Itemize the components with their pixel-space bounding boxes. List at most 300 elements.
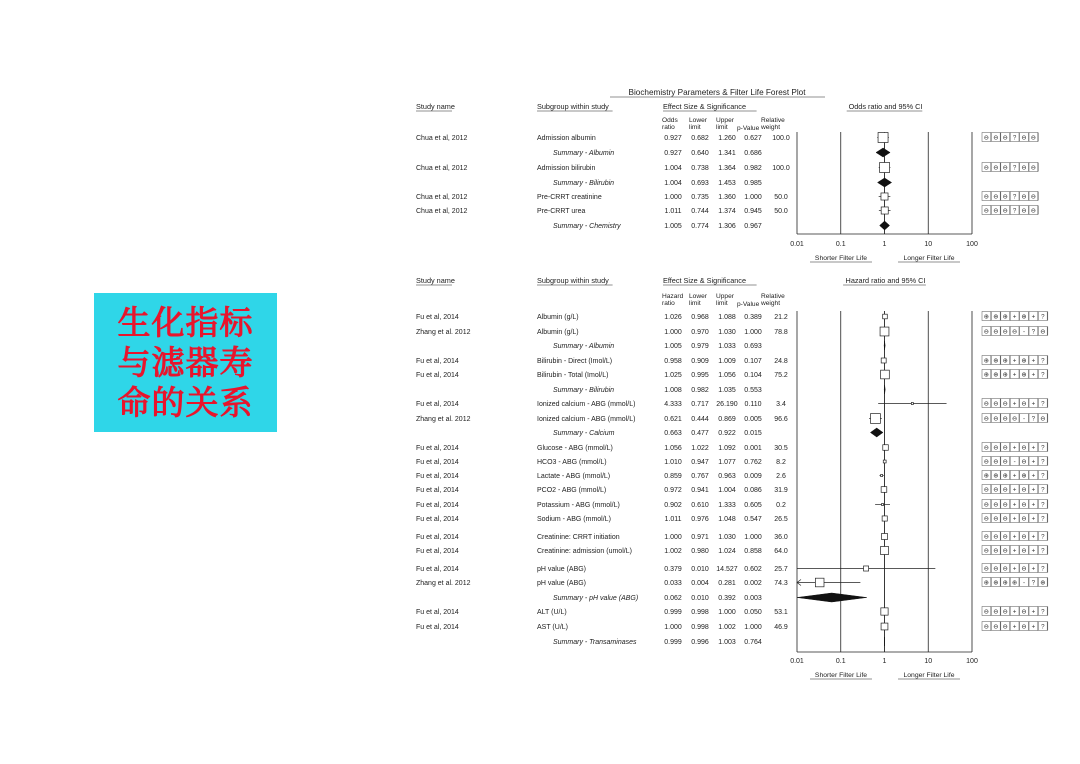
odds-quality-symbol: ?	[1012, 207, 1017, 215]
hazard-row-subgroup: Albumin (g/L)	[537, 329, 579, 336]
hazard-quality-symbol: ⊖	[1040, 328, 1046, 336]
odds-row-upper: 1.453	[718, 180, 736, 187]
hazard-quality-symbol: +	[1012, 313, 1017, 321]
hazard-row-subgroup: ALT (U/L)	[537, 609, 567, 616]
hazard-quality-symbol: ⊖	[1021, 486, 1027, 494]
hazard-row-subgroup: Creatinine: admission (umol/L)	[537, 548, 632, 555]
hazard-quality-symbol: +	[1012, 533, 1017, 541]
hazard-quality-symbol: +	[1031, 515, 1036, 523]
hazard-quality-symbol: ⊖	[983, 515, 989, 523]
hazard-quality-symbol: ⊖	[1002, 515, 1008, 523]
hazard-row-lower: 1.022	[691, 445, 709, 452]
odds-row-lower: 0.735	[691, 194, 709, 201]
odds-row-pvalue: 0.982	[744, 165, 762, 172]
odds-row-lower: 0.744	[691, 208, 709, 215]
hazard-row-lower: 0.610	[691, 502, 709, 509]
odds-row-lower: 0.738	[691, 165, 709, 172]
odds-col-header: Upper	[716, 117, 734, 124]
hazard-col-header: Relative	[761, 293, 785, 300]
odds-row-pvalue: 0.967	[744, 223, 762, 230]
odds-row-weight: 50.0	[774, 194, 788, 201]
odds-row-upper: 1.364	[718, 165, 736, 172]
hazard-row-subgroup: Ionized calcium - ABG (mmol/L)	[537, 416, 636, 423]
hazard-row-estimate: 1.005	[664, 343, 682, 350]
hazard-row-upper: 1.009	[718, 358, 736, 365]
hazard-row-weight: 53.1	[774, 609, 788, 616]
hazard-quality-symbol: ⊖	[1021, 547, 1027, 555]
hazard-quality-symbol: ⊕	[993, 472, 999, 480]
hazard-row-pvalue: 0.107	[744, 358, 762, 365]
hazard-row-study: Fu et al, 2014	[416, 534, 459, 541]
odds-quality-symbol: ⊖	[993, 193, 999, 201]
hazard-point-estimate	[864, 566, 869, 571]
hazard-quality-symbol: ⊕	[983, 579, 989, 587]
hazard-quality-symbol: ⊖	[1021, 501, 1027, 509]
hazard-quality-symbol: -	[1022, 579, 1026, 587]
hazard-quality-symbol: ⊕	[993, 371, 999, 379]
odds-row-upper: 1.374	[718, 208, 736, 215]
hazard-point-estimate	[882, 516, 887, 521]
hazard-point-estimate	[881, 370, 890, 379]
hazard-quality-symbol: +	[1031, 444, 1036, 452]
odds-row-subgroup: Summary - Chemistry	[553, 223, 621, 230]
hazard-quality-symbol: ⊖	[983, 565, 989, 573]
hazard-tick-label: 100	[966, 658, 978, 665]
hazard-row-pvalue: 1.000	[744, 329, 762, 336]
odds-tick-label: 100	[966, 241, 978, 248]
hazard-point-estimate	[883, 445, 889, 451]
hazard-row-upper: 1.024	[718, 548, 736, 555]
hazard-row-lower: 0.998	[691, 624, 709, 631]
hazard-quality-symbol: ⊖	[1021, 515, 1027, 523]
hazard-row-upper: 1.092	[718, 445, 736, 452]
hazard-quality-symbol: ⊖	[993, 415, 999, 423]
hazard-row-upper: 26.190	[716, 401, 738, 408]
hazard-quality-symbol: ⊕	[993, 579, 999, 587]
hazard-quality-symbol: ⊕	[983, 472, 989, 480]
hazard-row-pvalue: 0.015	[744, 430, 762, 437]
hazard-row-pvalue: 0.605	[744, 502, 762, 509]
hazard-quality-symbol: ⊖	[1002, 501, 1008, 509]
hazard-row-upper: 1.030	[718, 534, 736, 541]
hazard-quality-symbol: ⊖	[1002, 533, 1008, 541]
odds-row-pvalue: 0.686	[744, 150, 762, 157]
hazard-row-subgroup: Glucose - ABG (mmol/L)	[537, 445, 613, 452]
hazard-point-estimate	[881, 623, 888, 630]
hazard-quality-symbol: ⊖	[983, 458, 989, 466]
hazard-quality-symbol: +	[1031, 623, 1036, 631]
hazard-point-estimate	[883, 314, 888, 319]
odds-quality-symbol: ⊖	[993, 134, 999, 142]
hazard-quality-symbol: ⊖	[1021, 444, 1027, 452]
hazard-row-upper: 0.963	[718, 473, 736, 480]
hazard-row-weight: 74.3	[774, 580, 788, 587]
hazard-row-upper: 1.003	[718, 639, 736, 646]
hazard-row-pvalue: 0.858	[744, 548, 762, 555]
hazard-row-pvalue: 0.005	[744, 416, 762, 423]
hazard-quality-symbol: ⊖	[1002, 565, 1008, 573]
odds-row-lower: 0.774	[691, 223, 709, 230]
hazard-quality-symbol: +	[1012, 357, 1017, 365]
odds-row-subgroup: Admission bilirubin	[537, 165, 596, 172]
odds-footer-right: Longer Filter Life	[903, 255, 955, 262]
hazard-quality-symbol: ⊖	[993, 444, 999, 452]
hazard-quality-symbol: -	[1022, 328, 1026, 336]
hazard-row-subgroup: Lactate - ABG (mmol/L)	[537, 473, 611, 480]
hazard-row-estimate: 1.008	[664, 387, 682, 394]
hazard-point-estimate	[871, 414, 881, 424]
odds-quality-symbol: ⊖	[1002, 193, 1008, 201]
hazard-row-weight: 25.7	[774, 566, 788, 573]
hazard-quality-symbol: ⊕	[983, 357, 989, 365]
hazard-quality-symbol: ⊖	[993, 328, 999, 336]
odds-row-pvalue: 0.627	[744, 135, 762, 142]
hazard-point-estimate	[882, 504, 884, 506]
hazard-quality-symbol: +	[1012, 371, 1017, 379]
hazard-row-subgroup: pH value (ABG)	[537, 580, 587, 587]
odds-quality-symbol: ⊖	[1002, 207, 1008, 215]
hazard-row-lower: 0.996	[691, 639, 709, 646]
hazard-quality-symbol: +	[1031, 486, 1036, 494]
hazard-quality-symbol: ⊖	[1012, 415, 1018, 423]
odds-point-estimate	[880, 163, 890, 173]
odds-quality-symbol: ⊖	[993, 164, 999, 172]
hazard-row-lower: 0.010	[691, 566, 709, 573]
hazard-row-upper: 1.002	[718, 624, 736, 631]
hazard-row-estimate: 0.062	[664, 595, 682, 602]
odds-row-study: Chua et al, 2012	[416, 165, 468, 172]
odds-row-subgroup: Admission albumin	[537, 135, 596, 142]
hazard-point-estimate	[815, 578, 824, 587]
hazard-quality-symbol: ?	[1031, 579, 1036, 587]
hazard-row-study: Fu et al, 2014	[416, 502, 459, 509]
hazard-point-estimate	[911, 403, 913, 405]
hazard-row-lower: 0.717	[691, 401, 709, 408]
hazard-row-pvalue: 0.050	[744, 609, 762, 616]
hazard-quality-symbol: ⊖	[983, 400, 989, 408]
hazard-quality-symbol: ?	[1031, 328, 1036, 336]
odds-row-estimate: 1.004	[664, 165, 682, 172]
hazard-row-estimate: 4.333	[664, 401, 682, 408]
hazard-quality-symbol: ⊖	[983, 415, 989, 423]
odds-quality-symbol: ⊖	[1021, 193, 1027, 201]
chinese-label-line-3: 命的关系	[117, 382, 254, 422]
hazard-quality-symbol: ?	[1041, 623, 1045, 631]
hazard-quality-symbol: +	[1031, 565, 1036, 573]
hazard-quality-symbol: +	[1031, 313, 1036, 321]
hazard-quality-symbol: +	[1012, 547, 1017, 555]
hazard-row-subgroup: HCO3 - ABG (mmol/L)	[537, 459, 607, 466]
hazard-row-weight: 75.2	[774, 372, 788, 379]
odds-row-weight: 100.0	[772, 135, 790, 142]
hazard-quality-symbol: ⊕	[983, 371, 989, 379]
odds-row-estimate: 1.005	[664, 223, 682, 230]
hazard-row-pvalue: 0.003	[744, 595, 762, 602]
hazard-row-lower: 0.976	[691, 516, 709, 523]
hazard-row-weight: 0.2	[776, 502, 786, 509]
hazard-row-estimate: 1.011	[664, 516, 682, 523]
hazard-row-estimate: 0.663	[664, 430, 682, 437]
hazard-quality-symbol: ⊖	[993, 501, 999, 509]
hazard-row-study: Fu et al, 2014	[416, 548, 459, 555]
hazard-quality-symbol: ?	[1041, 565, 1045, 573]
hazard-row-upper: 1.088	[718, 314, 736, 321]
hazard-row-weight: 8.2	[776, 459, 786, 466]
hazard-quality-symbol: -	[1022, 415, 1026, 423]
hazard-row-estimate: 0.859	[664, 473, 682, 480]
hazard-subgroup-header: Subgroup within study	[537, 276, 609, 285]
hazard-col-header: Hazard	[662, 293, 684, 300]
odds-row-pvalue: 1.000	[744, 194, 762, 201]
hazard-quality-symbol: ⊖	[1021, 623, 1027, 631]
hazard-col-header: weight	[761, 300, 781, 307]
hazard-quality-symbol: ⊖	[1002, 444, 1008, 452]
hazard-row-upper: 0.281	[718, 580, 736, 587]
hazard-quality-symbol: ⊖	[1002, 458, 1008, 466]
odds-row-upper: 1.341	[718, 150, 736, 157]
odds-summary-diamond	[876, 148, 890, 157]
hazard-col-header: limit	[689, 300, 701, 307]
hazard-row-weight: 3.4	[776, 401, 786, 408]
hazard-row-pvalue: 0.002	[744, 580, 762, 587]
hazard-summary-diamond	[870, 428, 883, 437]
hazard-point-estimate	[881, 475, 883, 477]
hazard-row-subgroup: Summary - pH value (ABG)	[553, 595, 639, 602]
odds-summary-diamond	[878, 178, 892, 187]
hazard-row-weight: 24.8	[774, 358, 788, 365]
hazard-quality-symbol: +	[1031, 400, 1036, 408]
odds-row-study: Chua et al, 2012	[416, 208, 468, 215]
hazard-row-pvalue: 1.000	[744, 624, 762, 631]
hazard-quality-symbol: ?	[1041, 472, 1045, 480]
hazard-row-estimate: 1.026	[664, 314, 682, 321]
odds-row-subgroup: Summary - Albumin	[553, 150, 615, 157]
hazard-row-upper: 0.922	[718, 430, 736, 437]
hazard-quality-symbol: +	[1012, 608, 1017, 616]
hazard-quality-symbol: ⊕	[1002, 357, 1008, 365]
odds-row-subgroup: Summary - Bilirubin	[553, 180, 615, 187]
odds-row-pvalue: 0.985	[744, 180, 762, 187]
odds-col-header: ratio	[662, 124, 675, 131]
odds-quality-symbol: ?	[1012, 164, 1017, 172]
odds-tick-label: 1	[882, 241, 887, 248]
hazard-row-estimate: 0.902	[664, 502, 682, 509]
hazard-quality-symbol: ⊖	[1021, 608, 1027, 616]
hazard-quality-symbol: +	[1031, 501, 1036, 509]
odds-quality-symbol: ⊖	[1021, 164, 1027, 172]
hazard-quality-symbol: ?	[1041, 458, 1045, 466]
hazard-quality-symbol: ?	[1041, 371, 1045, 379]
hazard-row-estimate: 0.999	[664, 609, 682, 616]
hazard-row-estimate: 0.972	[664, 487, 682, 494]
odds-row-upper: 1.260	[718, 135, 736, 142]
hazard-quality-symbol: ⊕	[1002, 472, 1008, 480]
hazard-row-weight: 2.6	[776, 473, 786, 480]
hazard-quality-symbol: ⊖	[1002, 415, 1008, 423]
hazard-quality-symbol: ⊖	[983, 328, 989, 336]
odds-quality-symbol: ⊖	[1021, 134, 1027, 142]
odds-quality-symbol: ⊖	[1002, 164, 1008, 172]
hazard-row-weight: 78.8	[774, 329, 788, 336]
hazard-row-pvalue: 0.389	[744, 314, 762, 321]
hazard-row-estimate: 1.000	[664, 329, 682, 336]
hazard-col-header: Upper	[716, 293, 734, 300]
hazard-quality-symbol: +	[1012, 486, 1017, 494]
hazard-row-pvalue: 0.110	[744, 401, 762, 408]
hazard-row-pvalue: 0.547	[744, 516, 762, 523]
hazard-row-estimate: 0.958	[664, 358, 682, 365]
hazard-row-lower: 0.982	[691, 387, 709, 394]
hazard-row-weight: 96.6	[774, 416, 788, 423]
hazard-quality-symbol: ?	[1041, 533, 1045, 541]
hazard-point-estimate	[881, 487, 887, 493]
hazard-ci-header: Hazard ratio and 95% CI	[845, 276, 926, 285]
hazard-tick-label: 0.01	[790, 658, 804, 665]
odds-quality-symbol: ?	[1012, 134, 1017, 142]
odds-row-estimate: 0.927	[664, 150, 682, 157]
hazard-row-weight: 36.0	[774, 534, 788, 541]
hazard-point-estimate	[882, 534, 888, 540]
hazard-quality-symbol: ?	[1041, 547, 1045, 555]
hazard-quality-symbol: ⊖	[993, 486, 999, 494]
hazard-quality-symbol: ⊖	[1021, 533, 1027, 541]
hazard-quality-symbol: ⊕	[1002, 579, 1008, 587]
hazard-quality-symbol: ⊖	[983, 547, 989, 555]
hazard-quality-symbol: ⊕	[1021, 357, 1027, 365]
hazard-row-lower: 0.947	[691, 459, 709, 466]
hazard-row-upper: 14.527	[716, 566, 738, 573]
odds-point-estimate	[881, 193, 888, 200]
hazard-row-pvalue: 0.001	[744, 445, 762, 452]
hazard-col-header: limit	[716, 300, 728, 307]
hazard-row-upper: 1.077	[718, 459, 736, 466]
odds-quality-symbol: ⊖	[993, 207, 999, 215]
hazard-quality-symbol: ⊖	[983, 608, 989, 616]
hazard-row-lower: 0.767	[691, 473, 709, 480]
hazard-row-upper: 1.048	[718, 516, 736, 523]
odds-effect-header: Effect Size & Significance	[663, 102, 747, 111]
hazard-row-subgroup: Ionized calcium - ABG (mmol/L)	[537, 401, 636, 408]
odds-ci-header: Odds ratio and 95% CI	[848, 102, 923, 111]
hazard-tick-label: 0.1	[835, 658, 846, 665]
hazard-row-pvalue: 0.104	[744, 372, 762, 379]
hazard-row-study: Fu et al, 2014	[416, 609, 459, 616]
hazard-quality-symbol: ?	[1031, 415, 1036, 423]
hazard-quality-symbol: ⊖	[993, 565, 999, 573]
odds-quality-symbol: ⊖	[1030, 134, 1036, 142]
hazard-row-subgroup: Bilirubin - Total (Imol/L)	[537, 372, 609, 379]
hazard-quality-symbol: ⊖	[1002, 400, 1008, 408]
hazard-footer-left: Shorter Filter Life	[814, 672, 868, 679]
odds-quality-symbol: ⊖	[1030, 193, 1036, 201]
hazard-quality-symbol: ⊖	[993, 547, 999, 555]
hazard-row-subgroup: Bilirubin - Direct (Imol/L)	[537, 358, 613, 365]
hazard-quality-symbol: +	[1031, 472, 1036, 480]
hazard-quality-symbol: ?	[1041, 501, 1045, 509]
hazard-summary-diamond	[884, 385, 885, 394]
hazard-quality-symbol: +	[1031, 357, 1036, 365]
hazard-row-pvalue: 0.009	[744, 473, 762, 480]
hazard-row-estimate: 0.033	[664, 580, 682, 587]
odds-row-weight: 50.0	[774, 208, 788, 215]
odds-quality-symbol: ?	[1012, 193, 1017, 201]
hazard-row-lower: 0.980	[691, 548, 709, 555]
hazard-row-study: Fu et al, 2014	[416, 314, 459, 321]
odds-tick-label: 0.01	[790, 241, 804, 248]
hazard-row-lower: 0.979	[691, 343, 709, 350]
hazard-row-upper: 1.004	[718, 487, 736, 494]
hazard-quality-symbol: ⊖	[1021, 565, 1027, 573]
hazard-quality-symbol: ⊖	[1002, 486, 1008, 494]
hazard-quality-symbol: ?	[1041, 400, 1045, 408]
odds-point-estimate	[881, 207, 888, 214]
odds-study-header: Study name	[416, 102, 455, 111]
hazard-row-subgroup: Summary - Calcium	[553, 430, 615, 437]
odds-row-study: Chua et al, 2012	[416, 135, 468, 142]
hazard-quality-symbol: ⊖	[983, 533, 989, 541]
hazard-point-estimate	[880, 327, 889, 336]
hazard-row-weight: 31.9	[774, 487, 788, 494]
hazard-row-subgroup: Albumin (g/L)	[537, 314, 579, 321]
hazard-point-estimate	[883, 460, 886, 463]
hazard-point-estimate	[881, 608, 888, 615]
odds-row-estimate: 1.000	[664, 194, 682, 201]
hazard-row-pvalue: 0.693	[744, 343, 762, 350]
hazard-row-study: Fu et al, 2014	[416, 358, 459, 365]
hazard-row-upper: 0.869	[718, 416, 736, 423]
odds-row-estimate: 1.004	[664, 180, 682, 187]
hazard-study-header: Study name	[416, 276, 455, 285]
hazard-quality-symbol: -	[1013, 458, 1016, 466]
hazard-row-estimate: 0.621	[664, 416, 682, 423]
hazard-col-header: ratio	[662, 300, 675, 307]
hazard-point-estimate	[881, 358, 886, 363]
odds-quality-symbol: ⊖	[983, 193, 989, 201]
hazard-quality-symbol: ⊖	[993, 623, 999, 631]
hazard-row-weight: 46.9	[774, 624, 788, 631]
hazard-summary-diamond	[884, 341, 885, 350]
hazard-row-study: Zhang et al. 2012	[416, 580, 471, 587]
hazard-quality-symbol: ?	[1041, 313, 1045, 321]
hazard-row-lower: 0.995	[691, 372, 709, 379]
odds-row-estimate: 0.927	[664, 135, 682, 142]
hazard-row-study: Fu et al, 2014	[416, 445, 459, 452]
hazard-row-study: Fu et al, 2014	[416, 459, 459, 466]
hazard-row-study: Zhang et al. 2012	[416, 329, 471, 336]
odds-quality-symbol: ⊖	[1030, 164, 1036, 172]
hazard-quality-symbol: ⊖	[983, 486, 989, 494]
hazard-row-estimate: 1.000	[664, 534, 682, 541]
odds-row-upper: 1.360	[718, 194, 736, 201]
hazard-quality-symbol: ⊖	[1002, 547, 1008, 555]
odds-subgroup-header: Subgroup within study	[537, 102, 609, 111]
hazard-quality-symbol: ⊕	[1040, 579, 1046, 587]
hazard-quality-symbol: ⊖	[983, 501, 989, 509]
hazard-quality-symbol: ?	[1041, 515, 1045, 523]
odds-col-header: limit	[689, 124, 701, 131]
odds-row-subgroup: Pre-CRRT urea	[537, 208, 586, 215]
hazard-row-study: Fu et al, 2014	[416, 401, 459, 408]
hazard-row-lower: 0.998	[691, 609, 709, 616]
hazard-quality-symbol: ⊖	[1012, 328, 1018, 336]
odds-quality-symbol: ⊖	[983, 134, 989, 142]
hazard-quality-symbol: +	[1031, 547, 1036, 555]
hazard-row-study: Fu et al, 2014	[416, 624, 459, 631]
hazard-row-lower: 0.941	[691, 487, 709, 494]
odds-quality-symbol: ⊖	[983, 207, 989, 215]
hazard-row-estimate: 1.010	[664, 459, 682, 466]
hazard-point-estimate	[881, 547, 889, 555]
